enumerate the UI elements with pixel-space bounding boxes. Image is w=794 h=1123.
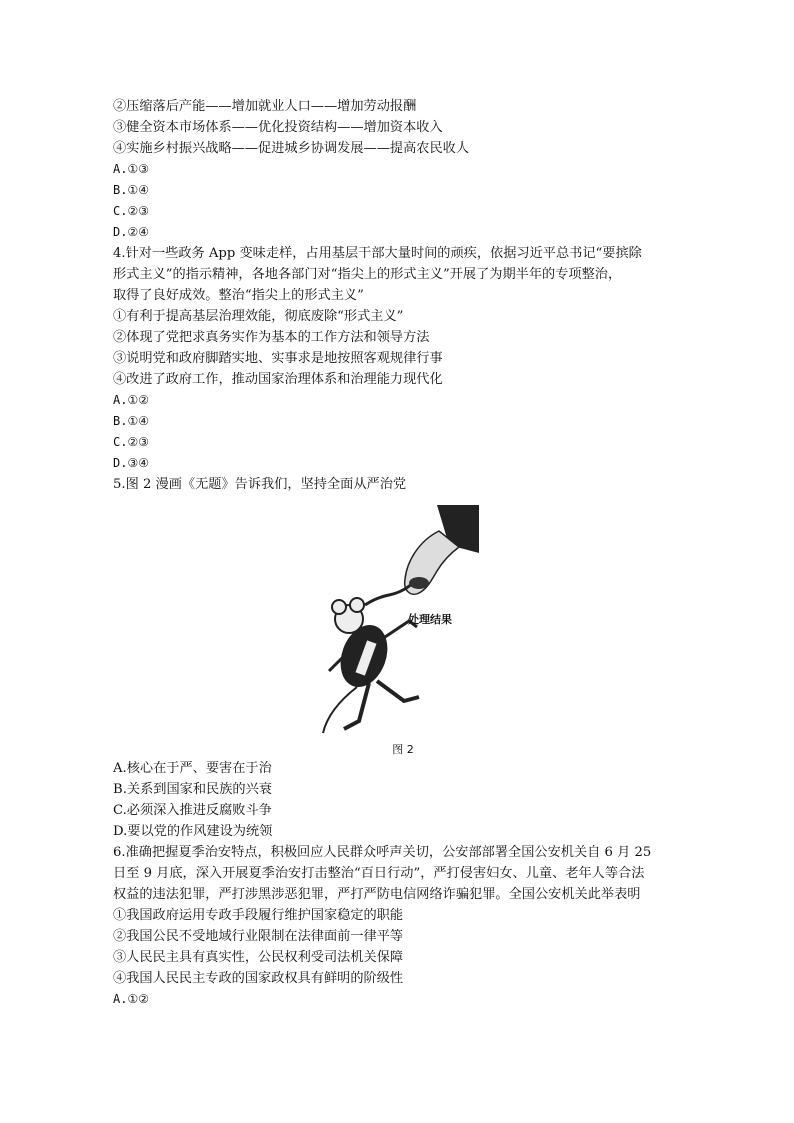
rat-ear-right: [350, 598, 364, 612]
question-5: [113, 474, 693, 842]
q6-stem-line-1: 6.准确把握夏季治安特点，积极回应人民群众呼声关切，公安部部署全国公安机关自 6 月 25: [113, 845, 652, 860]
q3-option-d: D.②④: [113, 225, 149, 239]
q3-option-a: A.①③: [113, 162, 149, 176]
question-6: [113, 842, 693, 1010]
q6-item-4: ④我国人民民主专政的国家政权具有鲜明的阶级性: [113, 971, 404, 986]
cartoon-illustration: [319, 501, 489, 741]
q3-item-2: ②压缩落后产能——增加就业人口——增加劳动报酬: [113, 99, 417, 114]
cartoon-figure: [113, 495, 693, 758]
q3-item-3: ③健全资本市场体系——优化投资结构——增加资本收入: [113, 120, 443, 135]
q4-option-a: A.①②: [113, 393, 149, 407]
q4-option-b: B.①④: [113, 414, 149, 428]
q5-option-a: A.核心在于严、要害在于治: [113, 761, 272, 776]
q3-option-b: B.①④: [113, 183, 149, 197]
rat-ear-left: [332, 600, 346, 614]
q4-stem-line-1: 4.针对一些政务 App 变味走样，占用基层干部大量时间的顽疾，依据习近平总书记“要摈除: [113, 246, 642, 261]
q6-item-2: ②我国公民不受地域行业限制在法律面前一律平等: [113, 929, 404, 944]
small-rat-shape: [409, 577, 429, 589]
q3-item-4: ④实施乡村振兴战略——促进城乡协调发展——提高农民收人: [113, 141, 470, 156]
figure-caption: 处理结果: [408, 613, 452, 626]
question-4: [113, 243, 693, 474]
rat-leg-left: [344, 683, 369, 729]
q4-option-c: C.②③: [113, 435, 149, 449]
q5-stem: 5.图 2 漫画《无题》告诉我们，坚持全面从严治党: [113, 477, 407, 492]
q4-option-d: D.③④: [113, 456, 149, 470]
q4-stem-line-3: 取得了良好成效。整治“指尖上的形式主义”: [113, 288, 364, 303]
q5-option-b: B.关系到国家和民族的兴衰: [113, 782, 272, 797]
q5-option-c: C.必须深入推进反腐败斗争: [113, 803, 272, 818]
document-page: [113, 96, 693, 1010]
q6-stem-line-2: 日至 9 月底，深入开展夏季治安打击整治“百日行动”，严打侵害妇女、儿童、老年人等合法: [113, 866, 645, 881]
q4-item-3: ③说明党和政府脚踏实地、实事求是地按照客观规律行事: [113, 351, 443, 366]
q6-stem-line-3: 权益的违法犯罪，严打涉黑涉恶犯罪，严打严防电信网络诈骗犯罪。全国公安机关此举表明: [113, 887, 641, 902]
q5-option-d: D.要以党的作风建设为统领: [113, 824, 273, 839]
q4-stem-line-2: 形式主义”的指示精神，各地各部门对“指尖上的形式主义”开展了为期半年的专项整治，: [113, 267, 622, 282]
q4-item-1: ①有利于提高基层治理效能，彻底废除“形式主义”: [113, 309, 404, 324]
q6-option-a: A.①②: [113, 992, 149, 1006]
q4-item-4: ④改进了政府工作，推动国家治理体系和治理能力现代化: [113, 372, 443, 387]
q6-item-3: ③人民民主具有真实性，公民权利受司法机关保障: [113, 950, 404, 965]
q6-item-1: ①我国政府运用专政手段履行维护国家稳定的职能: [113, 908, 404, 923]
q3-option-c: C.②③: [113, 204, 149, 218]
figure-label: 图 2: [392, 743, 414, 756]
q4-item-2: ②体现了党把求真务实作为基本的工作方法和领导方法: [113, 330, 430, 345]
question-3: [113, 96, 693, 243]
rat-leg-right: [377, 681, 419, 701]
